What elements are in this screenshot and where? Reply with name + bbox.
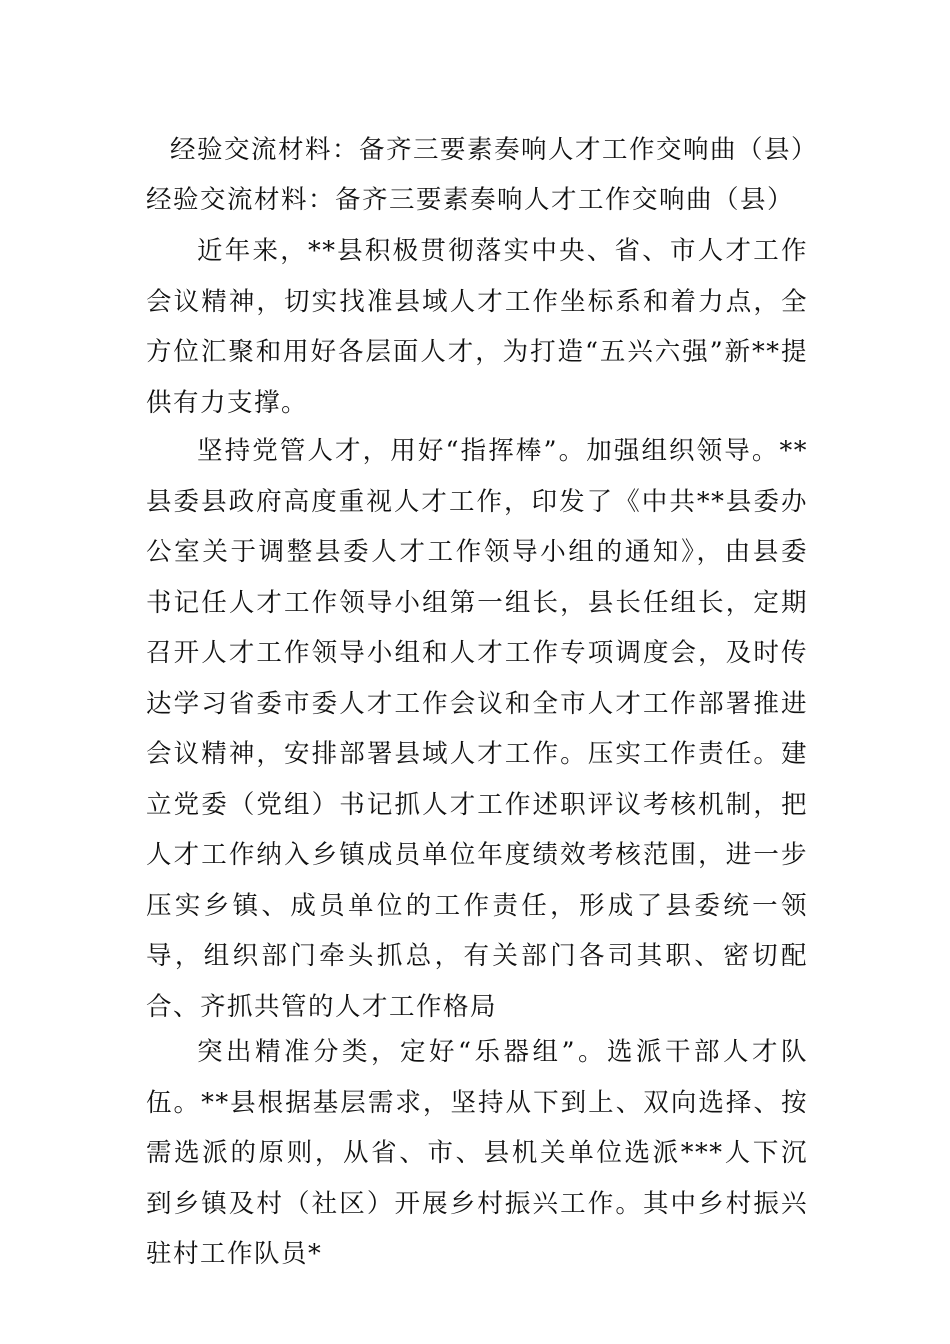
document-title-line-1: 经验交流材料：备齐三要素奏响人才工作交响曲（县） — [170, 135, 819, 165]
paragraph-text: 坚持党管人才，用好“指挥棒”。加强组织领导。**县委县政府高度重视人才工作，印发了《中共**县委办公室关于调整县委人才工作领导小组的通知》，由县委书记任人才工作领导小组第一组长，县长任组长，定期召开人才工作领导小组和人才工作专项调度会，及时传达学习省委市委人才工作会议和全市人才工作部署推进会议精神，安排部署县域人才工作。压实工作责任。建立党委（党组）书记抓人才工作述职评议考核机制，把人才工作纳入乡镇成员单位年度绩效考核范围，进一步压实乡镇、成员单位的工作责任，形成了县委统一领导，组织部门牵头抓总，有关部门各司其职、密切配合、齐抓共管的人才工作格局 — [146, 436, 808, 1022]
paragraph-intro — [146, 226, 808, 428]
paragraph-party-leadership — [146, 426, 808, 1032]
paragraph-text: 近年来，**县积极贯彻落实中央、省、市人才工作会议精神，切实找准县域人才工作坐标系和着力点，全方位汇聚和用好各层面人才，为打造“五兴六强”新**提供有力支撑。 — [146, 236, 808, 418]
document-title-line-2: 经验交流材料：备齐三要素奏响人才工作交响曲（县） — [146, 185, 795, 215]
paragraph-text: 突出精准分类，定好“乐器组”。选派干部人才队伍。**县根据基层需求，坚持从下到上、双向选择、按需选派的原则，从省、市、县机关单位选派***人下沉到乡镇及村（社区）开展乡村振兴工作。其中乡村振兴驻村工作队员* — [146, 1037, 808, 1269]
paragraph-precise-classification — [146, 1027, 808, 1280]
